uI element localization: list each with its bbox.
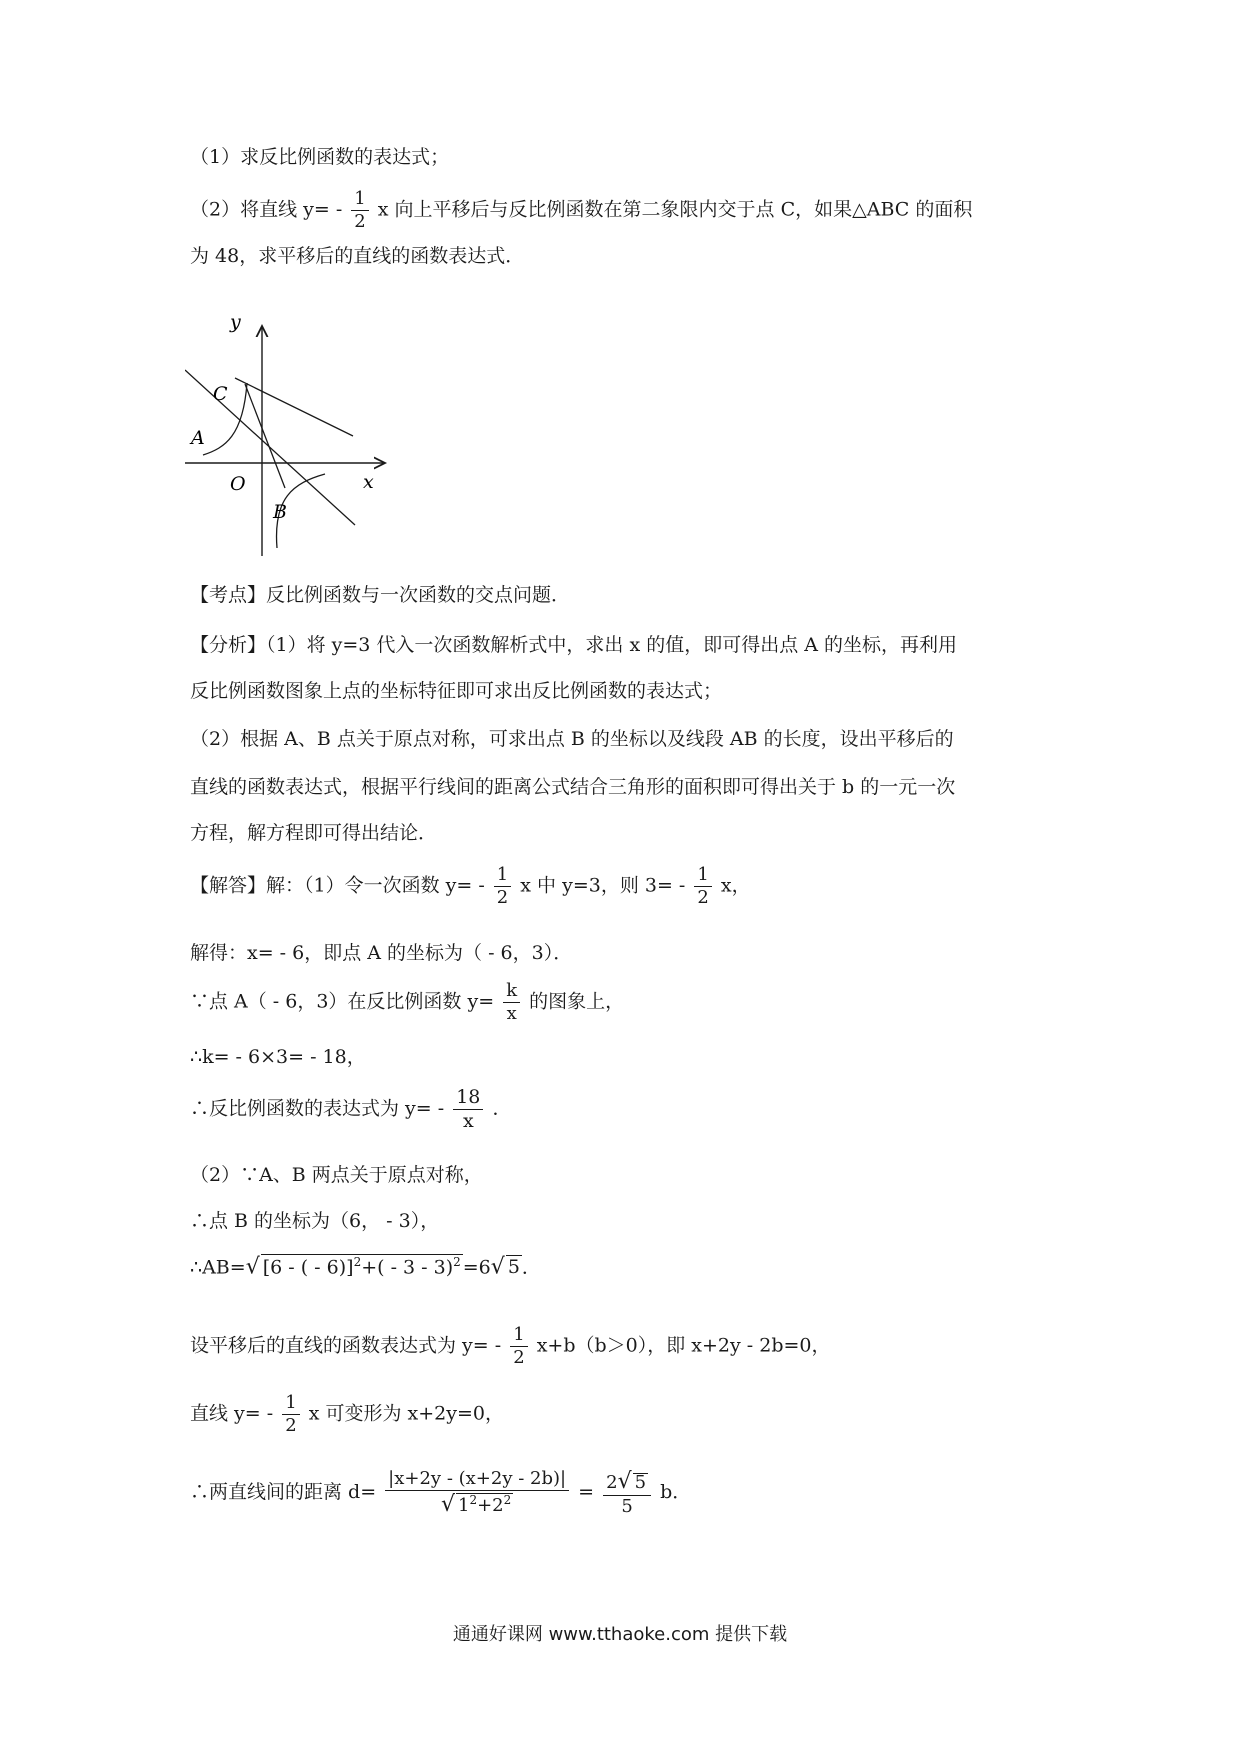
fraction-numerator: 1 [282, 1394, 299, 1415]
question-2-line-2: 为 48，求平移后的直线的函数表达式． [190, 245, 525, 267]
fenxi-line-4: 直线的函数表达式，根据平行线间的距离公式结合三角形的面积即可得出关于 b 的一元一次 [190, 776, 956, 798]
coefficient: 2 [606, 1471, 618, 1493]
sqrt-expression [261, 1254, 463, 1279]
fraction-k-over-x [503, 982, 520, 1023]
question-1: （1）求反比例函数的表达式； [190, 146, 450, 168]
fraction-numerator: 1 [694, 866, 711, 887]
radical-sign: √ [490, 1254, 505, 1280]
fraction-one-half [694, 866, 711, 907]
sqrt-expression [456, 1493, 513, 1515]
fraction-18-over-x [453, 1088, 483, 1131]
fraction-denominator: 2 [285, 1415, 297, 1436]
sqrt-part-1: [6 - ( - 6)] [262, 1256, 354, 1279]
jieda-text-b: x 中 y=3，则 3= - [520, 874, 686, 897]
jieda-line-2: 解得：x= - 6，即点 A 的坐标为（ - 6，3）． [190, 942, 573, 964]
fenxi-line-1: 【分析】（1）将 y=3 代入一次函数解析式中，求出 x 的值，即可得出点 A 的坐标，再利用 [190, 634, 958, 656]
jieda-l11-text-b: b． [660, 1481, 692, 1503]
exponent: 2 [503, 1493, 512, 1507]
point-c-label: C [213, 383, 228, 405]
y-label: y [230, 318, 241, 333]
distance-fraction [385, 1470, 569, 1516]
jieda-text-c: x， [720, 874, 751, 897]
jieda-line-3 [190, 982, 1070, 1023]
radical-sign: √ [245, 1254, 260, 1280]
q2-text-a: （2）将直线 y= - [190, 198, 343, 221]
jieda-l10-text-a: 直线 y= - [190, 1402, 274, 1425]
jieda-line-7: ∴点 B 的坐标为（6， - 3）， [190, 1210, 440, 1232]
coordinate-figure [185, 318, 430, 558]
line-shifted [235, 378, 353, 436]
jieda-line-6: （2）∵A、B 两点关于原点对称， [190, 1164, 483, 1186]
fraction-one-half [510, 1326, 527, 1367]
fraction-numerator: 1 [510, 1326, 527, 1347]
kaodian-line: 【考点】反比例函数与一次函数的交点问题． [190, 584, 571, 606]
footer-watermark: 通通好课网 www.tthaoke.com 提供下载 [452, 1624, 788, 1645]
origin-label: O [230, 473, 246, 495]
fenxi-line-5: 方程，解方程即可得出结论． [190, 822, 438, 844]
jieda-line-11 [190, 1470, 1070, 1516]
jieda-l9-text-b: x+b（b＞0），即 x+2y - 2b=0， [536, 1334, 831, 1357]
jieda-line-8 [190, 1254, 1070, 1281]
jieda-l3-text-a: ∵点 A（ - 6，3）在反比例函数 y= [190, 990, 495, 1013]
q2-text-b: x 向上平移后与反比例函数在第二象限内交于点 C，如果△ABC 的面积 [377, 198, 973, 221]
fraction-denominator: 2 [354, 211, 366, 232]
jieda-l9-text-a: 设平移后的直线的函数表达式为 y= - [190, 1334, 502, 1357]
fraction-numerator: k [503, 982, 520, 1003]
radical-sign: √ [617, 1468, 632, 1494]
fraction-one-half [494, 866, 511, 907]
jieda-l5-text-a: ∴反比例函数的表达式为 y= - [190, 1097, 445, 1120]
fraction-numerator: 18 [453, 1088, 483, 1110]
jieda-line-5 [190, 1088, 1070, 1131]
point-a-label: A [191, 427, 205, 449]
fraction-denominator: 2 [496, 887, 509, 908]
question-2-line-1 [190, 190, 1070, 231]
fraction-denominator [441, 1491, 513, 1516]
jieda-line-9 [190, 1326, 1070, 1367]
exponent: 2 [469, 1493, 478, 1507]
fraction-denominator: 2 [697, 887, 709, 908]
fenxi-line-3: （2）根据 A、B 点关于原点对称，可求出点 B 的坐标以及线段 AB 的长度，设出平移后的 [190, 728, 954, 750]
fraction-numerator: 1 [351, 190, 368, 211]
x-label: x [363, 471, 374, 493]
jieda-text-a: 【解答】解：（1）令一次函数 y= - [190, 874, 485, 897]
fraction-denominator: 5 [621, 1495, 633, 1517]
fraction-one-half [282, 1394, 299, 1435]
point-b-label: B [273, 501, 287, 523]
jieda-l11-text-a: ∴两直线间的距离 d= [190, 1481, 377, 1503]
fraction-one-half [351, 190, 368, 231]
fraction-numerator: 1 [494, 866, 511, 887]
jieda-l3-text-b: 的图象上， [529, 990, 625, 1013]
fraction-numerator [603, 1468, 651, 1496]
equals-sign: = [578, 1481, 595, 1503]
jieda-line-1 [190, 866, 1070, 907]
jieda-l5-text-b: ． [492, 1097, 512, 1120]
jieda-l8-text-b: =6 [462, 1256, 491, 1279]
sqrt-part-2: +2 [477, 1495, 504, 1516]
sqrt-part-1: 1 [458, 1495, 470, 1516]
jieda-l8-text-a: ∴AB= [190, 1256, 246, 1279]
sqrt-five: 5 [507, 1256, 520, 1279]
exponent: 2 [453, 1255, 461, 1269]
sqrt-part-2: +( - 3 - 3) [361, 1256, 454, 1279]
fenxi-line-2: 反比例函数图象上点的坐标特征即可求出反比例函数的表达式； [190, 680, 723, 702]
fraction-numerator: |x+2y - (x+2y - 2b)| [385, 1470, 569, 1491]
fraction-denominator: x [506, 1003, 517, 1024]
jieda-line-4: ∴k= - 6×3= - 18， [190, 1046, 366, 1068]
jieda-line-10 [190, 1394, 1070, 1435]
fraction-denominator: x [462, 1110, 474, 1132]
sqrt-five: 5 [634, 1471, 647, 1493]
result-fraction [603, 1468, 651, 1517]
radical-sign: √ [440, 1492, 455, 1517]
exponent: 2 [353, 1255, 362, 1269]
jieda-l8-text-c: ． [521, 1256, 541, 1279]
fraction-denominator: 2 [513, 1347, 525, 1368]
jieda-l10-text-b: x 可变形为 x+2y=0， [308, 1402, 504, 1425]
